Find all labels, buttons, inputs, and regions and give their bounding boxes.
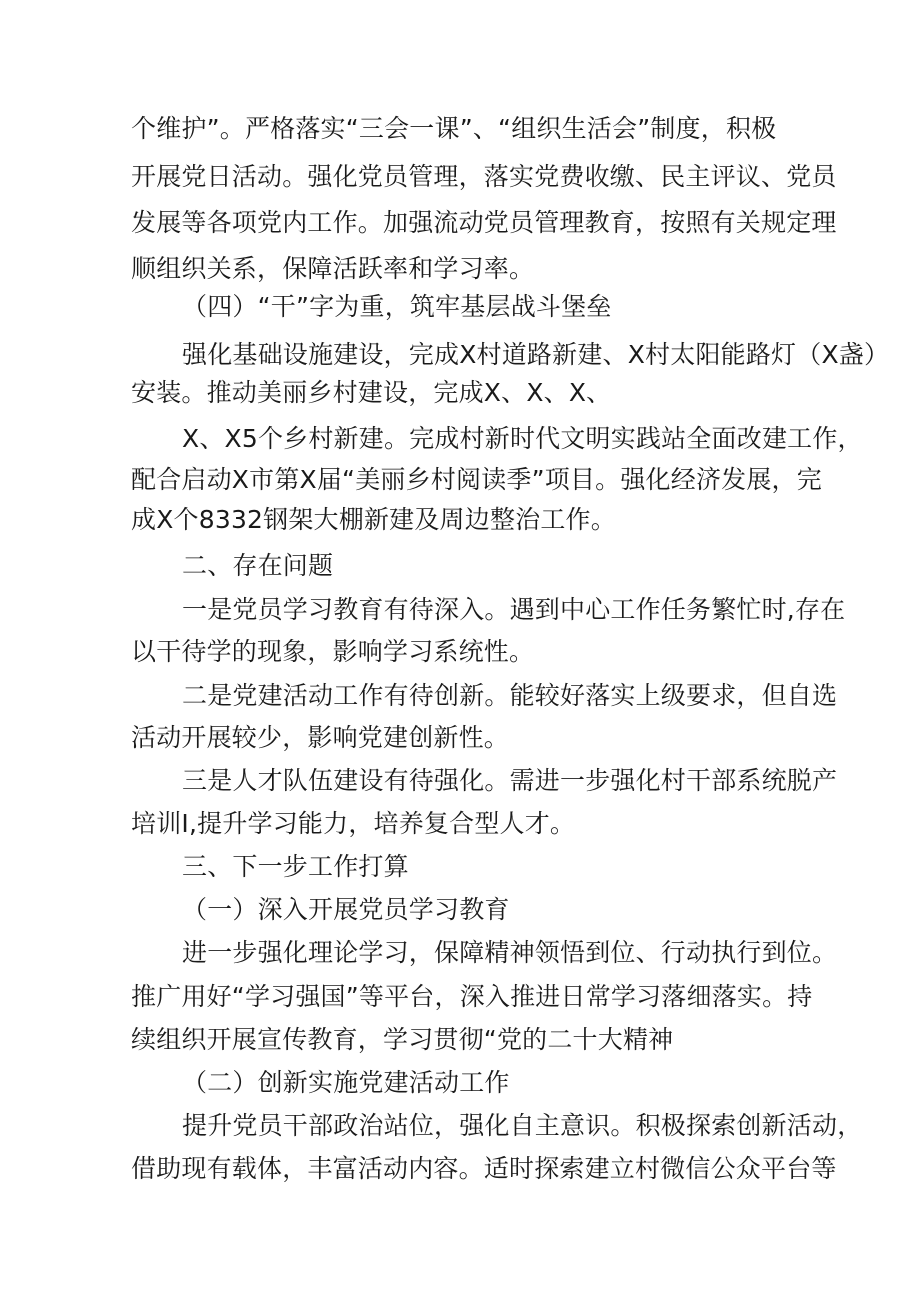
text-line: 成X个8332钢架大棚新建及周边整治工作。 <box>131 505 616 534</box>
text-line: 进一步强化理论学习，保障精神领悟到位、行动执行到位。 <box>182 938 838 967</box>
text-line: 三是人才队伍建设有待强化。需进一步强化村干部系统脱产 <box>182 766 838 795</box>
text-line: 一是党员学习教育有待深入。遇到中心工作任务繁忙时,存在 <box>182 595 846 624</box>
text-line: 培训I,提升学习能力，培养复合型人才。 <box>131 809 576 838</box>
text-line: 安装。推动美丽乡村建设，完成X、X、X、 <box>131 378 612 407</box>
section-heading-next-steps: 三、下一步工作打算 <box>182 852 409 881</box>
section-heading-2: （二）创新实施党建活动工作 <box>182 1068 510 1097</box>
text-line: 发展等各项党内工作。加强流动党员管理教育，按照有关规定理 <box>131 208 837 237</box>
text-line: 提升党员干部政治站位，强化自主意识。积极探索创新活动， <box>182 1111 863 1140</box>
text-line: 配合启动X市第X届“美丽乡村阅读季”项目。强化经济发展，完 <box>131 465 822 494</box>
text-line: 二是党建活动工作有待创新。能较好落实上级要求，但自选 <box>182 681 838 710</box>
text-line: 强化基础设施建设，完成X村道路新建、X村太阳能路灯（X盏） <box>182 340 890 369</box>
text-line: 以干待学的现象，影响学习系统性。 <box>131 637 535 666</box>
text-line: X、X5个乡村新建。完成村新时代文明实践站全面改建工作， <box>182 424 863 453</box>
section-heading-4: （四）“干”字为重，筑牢基层战斗堡垒 <box>182 292 612 321</box>
text-line: 顺组织关系，保障活跃率和学习率。 <box>131 254 535 283</box>
section-heading-1: （一）深入开展党员学习教育 <box>182 895 510 924</box>
text-line: 续组织开展宣传教育，学习贯彻“党的二十大精神 <box>131 1025 674 1054</box>
section-heading-problems: 二、存在问题 <box>182 551 334 580</box>
text-line: 开展党日活动。强化党员管理，落实党费收缴、民主评议、党员 <box>131 162 837 191</box>
text-line: 活动开展较少，影响党建创新性。 <box>131 723 510 752</box>
text-line: 借助现有载体，丰富活动内容。适时探索建立村微信公众平台等 <box>131 1154 837 1183</box>
text-line: 个维护”。严格落实“三会一课”、“组织生活会”制度，积极 <box>131 114 777 143</box>
text-line: 推广用好“学习强国”等平台，深入推进日常学习落细落实。持 <box>131 982 813 1011</box>
